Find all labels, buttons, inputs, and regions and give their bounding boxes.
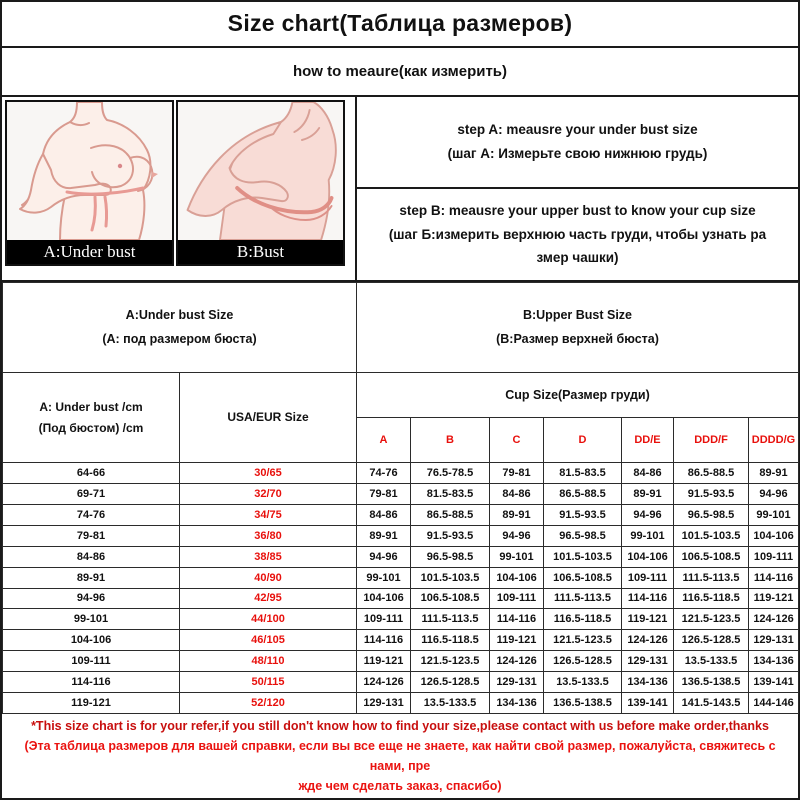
cup-range-cell: 86.5-88.5 (544, 484, 622, 505)
under-bust-cell: 109-111 (3, 651, 180, 672)
cup-range-cell: 99-101 (749, 504, 799, 525)
cup-column-dddd-g: DDDD/G (749, 418, 799, 463)
usa-eur-size-cell: 38/85 (180, 546, 357, 567)
cup-column-c: C (490, 418, 544, 463)
cup-range-cell: 109-111 (622, 567, 674, 588)
cup-size-header: Cup Size(Размер груди) (357, 373, 799, 418)
cup-range-cell: 126.5-128.5 (674, 630, 749, 651)
cup-range-cell: 96.5-98.5 (411, 546, 490, 567)
cup-range-cell: 126.5-128.5 (411, 672, 490, 693)
cup-range-cell: 116.5-118.5 (544, 609, 622, 630)
table-row (3, 588, 799, 609)
upper-bust-section-title: B:Upper Bust Size (522, 307, 633, 322)
footer-note-ru-2: жде чем сделать заказ, спасибо) (298, 778, 502, 793)
cup-range-cell: 13.5-133.5 (544, 672, 622, 693)
how-to-measure-row (2, 48, 798, 97)
usa-eur-size-cell: 30/65 (180, 463, 357, 484)
usa-eur-size-cell: 34/75 (180, 504, 357, 525)
page-title: Size chart(Таблица размеров) (227, 10, 573, 37)
cup-range-cell: 94-96 (622, 504, 674, 525)
usa-eur-size-cell: 50/115 (180, 672, 357, 693)
cup-range-cell: 91.5-93.5 (544, 504, 622, 525)
size-table-head (3, 283, 799, 463)
step-a-instructions (357, 97, 798, 189)
cup-range-cell: 114-116 (490, 609, 544, 630)
cup-range-cell: 136.5-138.5 (544, 692, 622, 713)
cup-range-cell: 124-126 (357, 672, 411, 693)
cup-range-cell: 84-86 (622, 463, 674, 484)
cup-range-cell: 109-111 (357, 609, 411, 630)
table-row (3, 630, 799, 651)
table-row (3, 609, 799, 630)
step-b-text-ru-2: змер чашки) (536, 250, 619, 266)
table-row (3, 463, 799, 484)
cup-range-cell: 89-91 (622, 484, 674, 505)
cup-range-cell: 111.5-113.5 (411, 609, 490, 630)
cup-range-cell: 121.5-123.5 (674, 609, 749, 630)
cup-range-cell: 104-106 (357, 588, 411, 609)
under-bust-cell: 69-71 (3, 484, 180, 505)
upper-bust-section-header (357, 283, 799, 373)
table-row (3, 651, 799, 672)
under-bust-section-header (3, 283, 357, 373)
figure-under-bust-panel (5, 100, 174, 266)
measure-steps (357, 97, 798, 280)
cup-range-cell: 114-116 (357, 630, 411, 651)
cup-range-cell: 106.5-108.5 (411, 588, 490, 609)
usa-eur-size-column-header: USA/EUR Size (180, 373, 357, 463)
under-bust-cell: 79-81 (3, 525, 180, 546)
cup-range-cell: 74-76 (357, 463, 411, 484)
cup-range-cell: 126.5-128.5 (544, 651, 622, 672)
cup-range-cell: 121.5-123.5 (411, 651, 490, 672)
bust-label: B:Bust (178, 240, 343, 264)
under-bust-cell: 114-116 (3, 672, 180, 693)
cup-range-cell: 129-131 (622, 651, 674, 672)
cup-range-cell: 13.5-133.5 (411, 692, 490, 713)
under-bust-section-title: A:Under bust Size (125, 307, 234, 322)
footer-note-en: *This size chart is for your refer,if you still don't know how to find your size,please contact with us before make order,thanks (31, 718, 769, 733)
cup-range-cell: 89-91 (749, 463, 799, 484)
cup-range-cell: 129-131 (490, 672, 544, 693)
table-row (3, 692, 799, 713)
cup-range-cell: 79-81 (490, 463, 544, 484)
usa-eur-size-cell: 52/120 (180, 692, 357, 713)
cup-range-cell: 89-91 (357, 525, 411, 546)
cup-range-cell: 81.5-83.5 (411, 484, 490, 505)
cup-range-cell: 94-96 (357, 546, 411, 567)
cup-column-b: B (411, 418, 490, 463)
cup-range-cell: 134-136 (622, 672, 674, 693)
cup-range-cell: 124-126 (622, 630, 674, 651)
cup-range-cell: 134-136 (749, 651, 799, 672)
cup-range-cell: 99-101 (357, 567, 411, 588)
cup-range-cell: 99-101 (622, 525, 674, 546)
cup-range-cell: 84-86 (357, 504, 411, 525)
step-b-instructions (357, 189, 798, 280)
table-row (3, 504, 799, 525)
cup-range-cell: 114-116 (749, 567, 799, 588)
footer-note (2, 714, 798, 798)
cup-range-cell: 124-126 (749, 609, 799, 630)
table-row (3, 525, 799, 546)
usa-eur-size-cell: 32/70 (180, 484, 357, 505)
cup-range-cell: 96.5-98.5 (674, 504, 749, 525)
under-bust-cell: 99-101 (3, 609, 180, 630)
table-row (3, 484, 799, 505)
under-bust-cell: 64-66 (3, 463, 180, 484)
cup-range-cell: 81.5-83.5 (544, 463, 622, 484)
cup-range-cell: 76.5-78.5 (411, 463, 490, 484)
bust-illustration (178, 102, 343, 240)
cup-range-cell: 79-81 (357, 484, 411, 505)
cup-range-cell: 124-126 (490, 651, 544, 672)
cup-range-cell: 136.5-138.5 (674, 672, 749, 693)
under-bust-cm-label-en: A: Under bust /cm (39, 400, 143, 415)
cup-range-cell: 94-96 (490, 525, 544, 546)
usa-eur-size-cell: 44/100 (180, 609, 357, 630)
usa-eur-size-cell: 40/90 (180, 567, 357, 588)
table-section-header-row (3, 283, 799, 373)
cup-range-cell: 139-141 (622, 692, 674, 713)
step-b-text-en: step B: meausre your upper bust to know your cup size (399, 203, 756, 219)
cup-range-cell: 106.5-108.5 (544, 567, 622, 588)
cup-range-cell: 116.5-118.5 (674, 588, 749, 609)
cup-range-cell: 84-86 (490, 484, 544, 505)
cup-range-cell: 121.5-123.5 (544, 630, 622, 651)
cup-range-cell: 111.5-113.5 (544, 588, 622, 609)
cup-column-d: D (544, 418, 622, 463)
cup-range-cell: 109-111 (749, 546, 799, 567)
under-bust-cell: 119-121 (3, 692, 180, 713)
cup-range-cell: 101.5-103.5 (411, 567, 490, 588)
cup-range-cell: 13.5-133.5 (674, 651, 749, 672)
cup-range-cell: 101.5-103.5 (674, 525, 749, 546)
table-row (3, 546, 799, 567)
size-table-section (2, 282, 798, 714)
cup-column-dd-e: DD/E (622, 418, 674, 463)
cup-range-cell: 114-116 (622, 588, 674, 609)
cup-range-cell: 144-146 (749, 692, 799, 713)
cup-range-cell: 91.5-93.5 (674, 484, 749, 505)
usa-eur-size-cell: 46/105 (180, 630, 357, 651)
cup-column-a: A (357, 418, 411, 463)
cup-range-cell: 139-141 (749, 672, 799, 693)
under-bust-cell: 84-86 (3, 546, 180, 567)
figure-bust-panel (176, 100, 345, 266)
under-bust-cell: 74-76 (3, 504, 180, 525)
under-bust-cm-label-ru: (Под бюстом) /cm (38, 420, 144, 435)
usa-eur-size-cell: 48/110 (180, 651, 357, 672)
cup-range-cell: 119-121 (749, 588, 799, 609)
cup-range-cell: 141.5-143.5 (674, 692, 749, 713)
cup-range-cell: 119-121 (357, 651, 411, 672)
cup-range-cell: 119-121 (490, 630, 544, 651)
cup-range-cell: 96.5-98.5 (544, 525, 622, 546)
cup-range-cell: 116.5-118.5 (411, 630, 490, 651)
cup-range-cell: 89-91 (490, 504, 544, 525)
table-row (3, 672, 799, 693)
under-bust-cell: 104-106 (3, 630, 180, 651)
cup-range-cell: 91.5-93.5 (411, 525, 490, 546)
under-bust-illustration (7, 102, 172, 240)
cup-range-cell: 129-131 (357, 692, 411, 713)
under-bust-cm-column-header (3, 373, 180, 463)
measure-figures (2, 97, 357, 280)
cup-range-cell: 101.5-103.5 (544, 546, 622, 567)
cup-range-cell: 94-96 (749, 484, 799, 505)
cup-range-cell: 86.5-88.5 (411, 504, 490, 525)
step-b-text-ru-1: (шаг Б:измерить верхнюю часть груди, чтобы узнать ра (388, 226, 767, 242)
table-column-header-row (3, 373, 799, 418)
usa-eur-size-cell: 36/80 (180, 525, 357, 546)
step-a-text-en: step A: meausre your under bust size (457, 122, 698, 138)
usa-eur-size-cell: 42/95 (180, 588, 357, 609)
cup-range-cell: 104-106 (749, 525, 799, 546)
table-row (3, 567, 799, 588)
footer-note-ru-1: (Эта таблица размеров для вашей справки, если вы все еще не знаете, как найти свой размер, пожалуйста, свяжитесь с нами, пре (24, 738, 776, 773)
cup-range-cell: 104-106 (622, 546, 674, 567)
cup-range-cell: 109-111 (490, 588, 544, 609)
cup-range-cell: 111.5-113.5 (674, 567, 749, 588)
cup-range-cell: 134-136 (490, 692, 544, 713)
cup-column-ddd-f: DDD/F (674, 418, 749, 463)
size-table (2, 282, 799, 714)
under-bust-cell: 89-91 (3, 567, 180, 588)
cup-range-cell: 129-131 (749, 630, 799, 651)
cup-range-cell: 104-106 (490, 567, 544, 588)
step-a-text-ru: (шаг А: Измерьте свою нижнюю грудь) (447, 146, 708, 162)
upper-bust-section-subtitle: (B:Размер верхней бюста) (496, 331, 659, 346)
cup-range-cell: 86.5-88.5 (674, 463, 749, 484)
how-to-measure-title: how to meaure(как измерить) (292, 62, 508, 80)
cup-range-cell: 99-101 (490, 546, 544, 567)
under-bust-section-subtitle: (A: под размером бюста) (102, 331, 257, 346)
under-bust-cell: 94-96 (3, 588, 180, 609)
page-title-row (2, 2, 798, 48)
measure-section (2, 97, 798, 282)
size-table-body (3, 463, 799, 714)
under-bust-label: A:Under bust (7, 240, 172, 264)
cup-range-cell: 119-121 (622, 609, 674, 630)
cup-range-cell: 106.5-108.5 (674, 546, 749, 567)
